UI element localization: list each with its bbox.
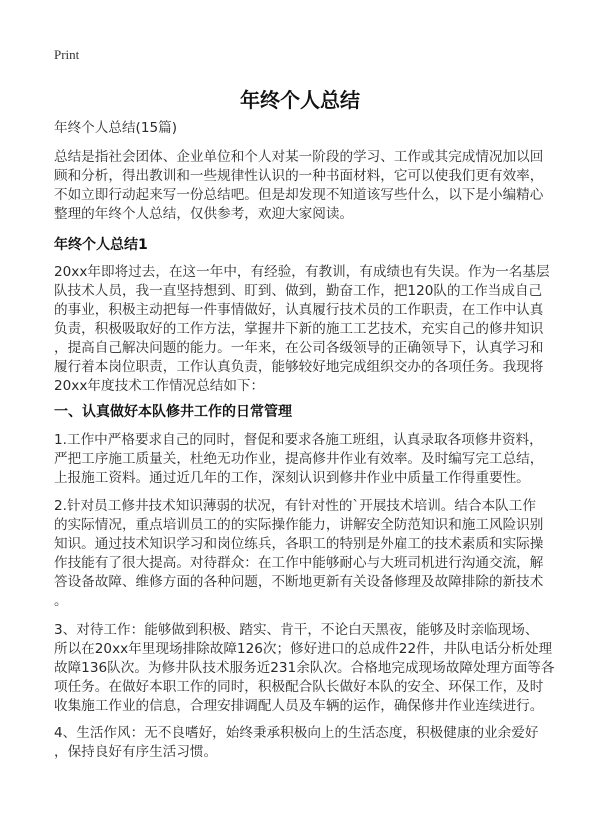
text-line: 上报施工资料。通过近几年的工作，深刻认识到修井作业中质量工作得重要性。 [54,470,530,486]
print-link[interactable]: Print [54,47,80,62]
text-line: 20xx年度技术工作情况总结如下： [54,378,265,394]
text-line: 项任务。在做好本职工作的同时，积极配合队长做好本队的安全、环保工作，及时 [54,679,544,695]
item-paragraph [54,497,564,611]
subtitle: 年终个人总结(15篇) [54,120,178,136]
text-line: 4、生活作风：无不良嗜好，始终秉承积极向上的生活态度，积极健康的业余爱好 [54,725,539,741]
text-line: 1.工作中严格要求自己的同时，督促和要求各施工班组，认真录取各项修井资料， [54,432,543,448]
text-line: 负责，积极吸取好的工作方法，掌握井下新的施工工艺技术，充实自己的修井知识 [54,321,544,337]
section-heading: 年终个人总结1 [54,237,148,253]
text-line: 的实际情况，重点培训员工的的实际操作能力，讲解安全防范知识和施工风险识别 [54,517,544,533]
text-line: 收集施工作业的信息，合理安排调配人员及车辆的运作，确保修井作业连续进行。 [54,698,544,714]
text-line: 所以在20xx年里现场排除故障126次；修好进口的总成件22件，井队电话分析处理 [54,641,553,657]
text-line: 队技术人员，我一直坚持想到、盯到、做到，勤奋工作，把120队的工作当成自己 [54,283,543,299]
text-line: 。 [54,593,68,609]
text-line: 2.针对员工修井技术知识薄弱的状况，有针对性的`开展技术培训。结合本队工作 [54,498,536,514]
text-line: 履行着本岗位职责，工作认真负责，能够较好地完成组织交办的各项任务。我现将 [54,359,544,375]
section-heading: 一、认真做好本队修井工作的日常管理 [54,404,292,420]
intro-paragraph [54,148,564,224]
item-paragraph [54,431,564,488]
text-line: 作技能有了很大提高。对待群众：在工作中能够耐心与大班司机进行沟通交流，解 [54,555,544,571]
text-line: 总结是指社会团体、企业单位和个人对某一阶段的学习、工作或其完成情况加以回 [54,149,544,165]
text-line: 严把工序施工质量关，杜绝无功作业，提高修井作业有效率。及时编写完工总结， [54,451,544,467]
text-line: 顾和分析，得出教训和一些规律性认识的一种书面材料，它可以使我们更有效率， [54,168,544,184]
text-line: 故障136队次。为修井队技术服务近231余队次。合格地完成现场故障处理方面等各 [54,660,555,676]
text-line: 知识。通过技术知识学习和岗位练兵，各职工的特别是外雇工的技术素质和实际操 [54,536,544,552]
text-line: 3、对待工作：能够做到积极、踏实、肯干，不论白天黑夜，能够及时亲临现场、 [54,622,539,638]
page-title: 年终个人总结 [240,88,360,112]
text-line: 不如立即行动起来写一份总结吧。但是却发现不知道该写些什么，以下是小编精心 [54,187,544,203]
text-line: ，保持良好有序生活习惯。 [54,744,218,760]
text-line: 整理的年终个人总结，仅供参考，欢迎大家阅读。 [54,206,354,222]
text-line: ，提高自己解决问题的能力。一年来，在公司各级领导的正确领导下，认真学习和 [54,340,544,356]
text-line: 20xx年即将过去，在这一年中，有经验，有教训，有成绩也有失误。作为一名基层 [54,264,550,280]
text-line: 答设备故障、维修方面的各种问题，不断地更新有关设备修理及故障排除的新技术 [54,574,544,590]
item-paragraph [54,621,564,716]
text-line: 的事业，积极主动把每一件事情做好，认真履行技术员的工作职责，在工作中认真 [54,302,544,318]
section1-paragraph [54,263,564,396]
item-paragraph [54,724,564,762]
